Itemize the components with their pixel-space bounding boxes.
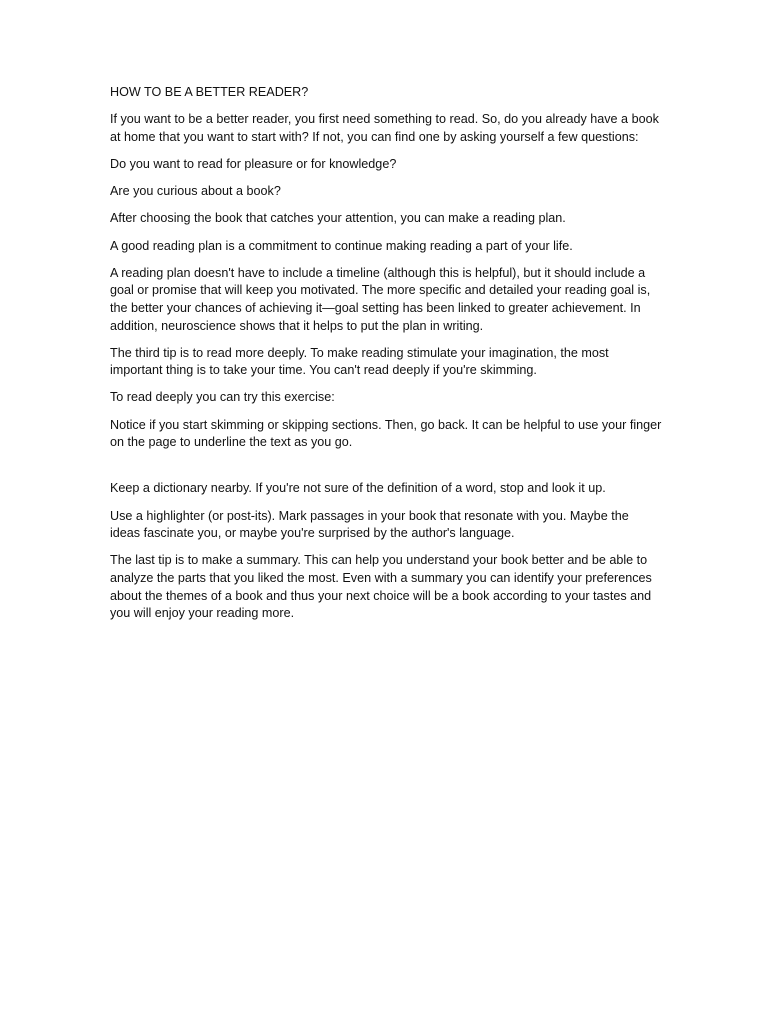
document-body bbox=[110, 84, 662, 632]
document-title: HOW TO BE A BETTER READER? bbox=[110, 85, 309, 99]
paragraph-question-curious: Are you curious about a book? bbox=[110, 184, 281, 199]
paragraph-summary: The last tip is to make a summary. This can help you understand your book better and be able to analyze the parts that you liked the most. Even with a summary you can identify your preferences about the themes of a book and thus your next choice will be a book according to your tastes and you will enjoy your reading more. bbox=[110, 553, 652, 621]
paragraph-read-deeply: The third tip is to read more deeply. To make reading stimulate your imagination, the most important thing is to take your time. You can't read deeply if you're skimming. bbox=[110, 345, 609, 378]
blank-line bbox=[110, 461, 662, 480]
paragraph-timeline: A reading plan doesn't have to include a timeline (although this is helpful), but it should include a goal or promise that will keep you motivated. The more specific and detailed your reading goal is, the better your chances of achieving it—goal setting has been linked to greater achievement. In addition, neuroscience shows that it helps to put the plan in writing. bbox=[110, 265, 651, 333]
paragraph-reading-plan: After choosing the book that catches your attention, you can make a reading plan. bbox=[110, 211, 566, 226]
paragraph-question-pleasure: Do you want to read for pleasure or for knowledge? bbox=[110, 156, 397, 171]
paragraph-commitment: A good reading plan is a commitment to continue making reading a part of your life. bbox=[110, 238, 573, 253]
paragraph-dictionary: Keep a dictionary nearby. If you're not sure of the definition of a word, stop and look it up. bbox=[110, 481, 606, 496]
paragraph-highlighter: Use a highlighter (or post-its). Mark passages in your book that resonate with you. Maybe the ideas fascinate you, or maybe you're surprised by the author's language. bbox=[110, 508, 629, 541]
paragraph-intro: If you want to be a better reader, you first need something to read. So, do you already have a book at home that you want to start with? If not, you can find one by asking yourself a few questions: bbox=[110, 112, 659, 144]
paragraph-skimming: Notice if you start skimming or skipping sections. Then, go back. It can be helpful to use your finger on the page to underline the text as you go. bbox=[110, 417, 662, 450]
paragraph-exercise: To read deeply you can try this exercise: bbox=[110, 390, 335, 405]
